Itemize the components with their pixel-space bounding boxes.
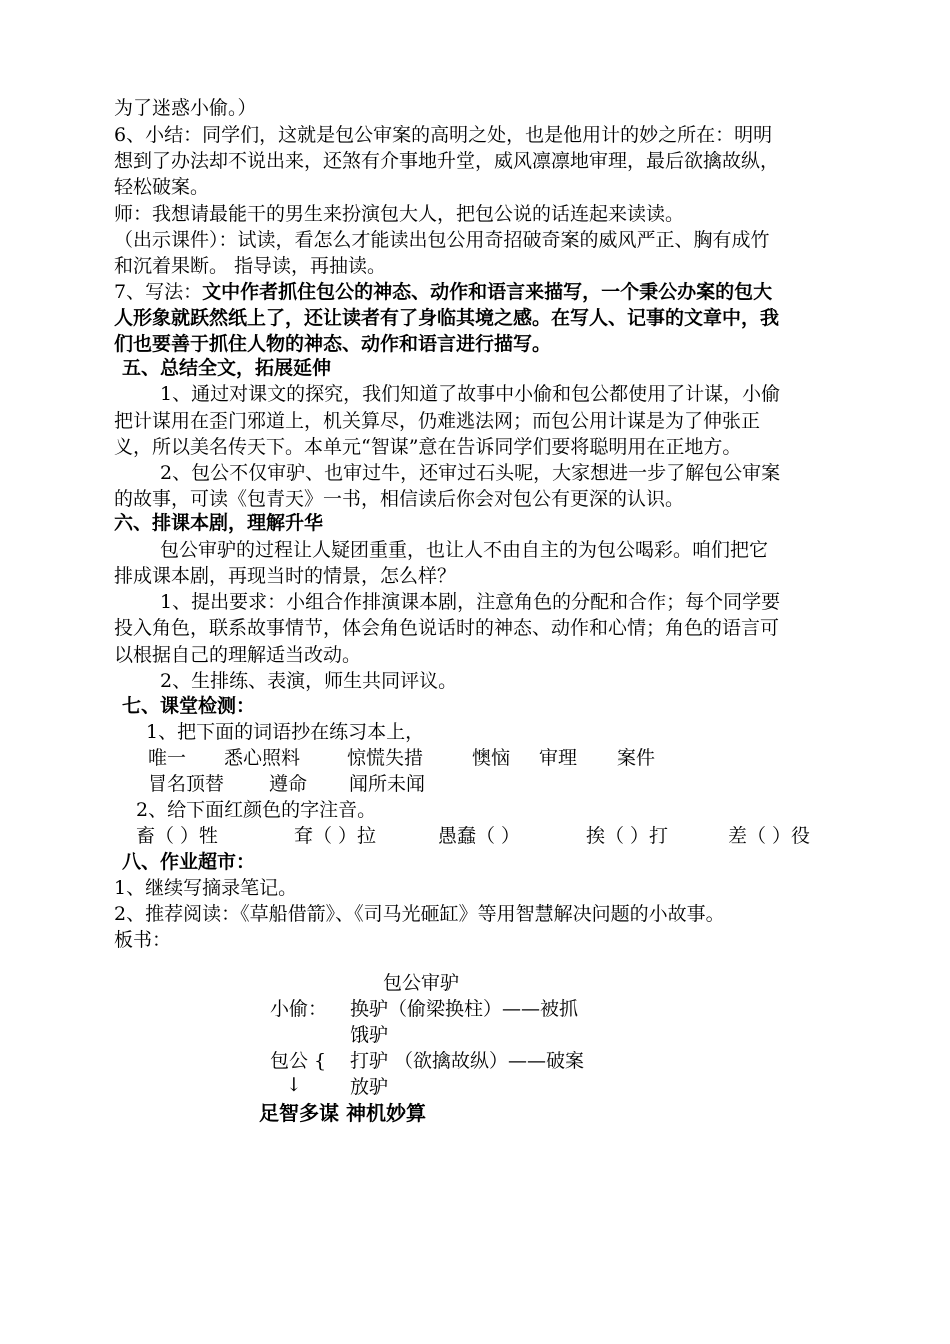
writing-bold-text: 文中作者抓住包公的神态、动作和语言来描写，一个秉公办案的包大 bbox=[202, 281, 773, 303]
text-line: 2、给下面红颜色的字注音。 bbox=[136, 799, 377, 821]
word-item: 悉心照料 bbox=[224, 747, 301, 769]
text-line: 1、通过对课文的探究，我们知道了故事中小偷和包公都使用了计谋，小偷 bbox=[160, 383, 781, 405]
text-line: 包公审驴的过程让人疑团重重，也让人不由自主的为包公喝彩。咱们把它 bbox=[160, 539, 769, 561]
text-line: 6、小结：同学们，这就是包公审案的高明之处，也是他用计的妙之所在：明明 bbox=[114, 124, 773, 146]
text-line: （出示课件）：试读，看怎么才能读出包公用奇招破奇案的威风严正、胸有成竹 bbox=[114, 229, 770, 251]
word-item: 惊慌失措 bbox=[347, 747, 424, 769]
board-baogong-label: 包公 { bbox=[270, 1050, 327, 1072]
board-thief-label: 小偷： bbox=[270, 998, 328, 1020]
pinyin-item: 耷（ ）拉 bbox=[294, 825, 377, 847]
section-heading: 五、总结全文，拓展延伸 bbox=[122, 357, 332, 379]
text-line: 板书： bbox=[114, 929, 172, 951]
text-line: 1、提出要求：小组合作排演课本剧，注意角色的分配和合作；每个同学要 bbox=[160, 591, 781, 613]
word-item: 唯一 bbox=[148, 747, 187, 769]
text-line: 们也要善于抓住人物的神态、动作和语言进行描写。 bbox=[114, 333, 552, 355]
pinyin-item: 畜（ ）牲 bbox=[136, 825, 219, 847]
pinyin-item: 差（ ）役 bbox=[728, 825, 811, 847]
text-line: 把计谋用在歪门邪道上，机关算尽，仍难逃法网；而包公用计谋是为了伸张正 bbox=[114, 410, 761, 432]
section-heading: 七、课堂检测： bbox=[122, 695, 256, 717]
word-item: 懊恼 bbox=[472, 747, 511, 769]
text-line: 1、继续写摘录笔记。 bbox=[114, 877, 298, 899]
board-hit-line: 打驴 （欲擒故纵）——破案 bbox=[350, 1050, 585, 1072]
text-line: 2、包公不仅审驴、也审过牛，还审过石头呢，大家想进一步了解包公审案 bbox=[160, 462, 781, 484]
text-line: 想到了办法却不说出来，还煞有介事地升堂，威风凛凛地审理，最后欲擒故纵， bbox=[114, 150, 780, 172]
text-line: 义，所以美名传天下。本单元“智谋”意在告诉同学们要将聪明用在正地方。 bbox=[114, 436, 742, 458]
text-line: 投入角色，联系故事情节，体会角色说话时的神态、动作和心情；角色的语言可 bbox=[114, 617, 780, 639]
board-release: 放驴 bbox=[350, 1076, 389, 1098]
text-line: 人形象就跃然纸上了，还让读者有了身临其境之感。在写人、记事的文章中，我 bbox=[114, 307, 780, 329]
pinyin-item: 愚蠢（ ） bbox=[438, 825, 521, 847]
text-line bbox=[114, 280, 864, 305]
word-item: 冒名顶替 bbox=[148, 773, 225, 795]
arrow-down-icon: ↓ bbox=[286, 1074, 302, 1096]
text-line: 2、生排练、表演，师生共同评议。 bbox=[160, 670, 458, 692]
board-title: 包公审驴 bbox=[383, 972, 460, 994]
word-item: 案件 bbox=[617, 747, 656, 769]
writing-label: 7、写法： bbox=[114, 281, 203, 303]
text-line: 排成课本剧，再现当时的情景，怎么样？ bbox=[114, 565, 457, 587]
text-line: 为了迷惑小偷。） bbox=[114, 97, 257, 119]
text-line: 2、推荐阅读：《草船借箭》、《司马光砸缸》等用智慧解决问题的小故事。 bbox=[114, 903, 725, 925]
word-item: 遵命 bbox=[269, 773, 308, 795]
text-line: 以根据自己的理解适当改动。 bbox=[114, 644, 362, 666]
word-item: 闻所未闻 bbox=[349, 773, 426, 795]
text-line: 师：我想请最能干的男生来扮演包大人，把包公说的话连起来读读。 bbox=[114, 203, 685, 225]
word-item: 审理 bbox=[539, 747, 578, 769]
board-hungry: 饿驴 bbox=[350, 1024, 389, 1046]
text-line: 1、把下面的词语抄在练习本上， bbox=[146, 721, 425, 743]
board-summary: 足智多谋 神机妙算 bbox=[259, 1101, 426, 1125]
pinyin-item: 挨（ ）打 bbox=[586, 825, 669, 847]
text-line: 和沉着果断。 指导读，再抽读。 bbox=[114, 255, 387, 277]
section-heading: 六、排课本剧，理解升华 bbox=[114, 512, 324, 534]
board-thief-line: 换驴（偷梁换柱）——被抓 bbox=[350, 998, 579, 1020]
text-line: 的故事，可读《包青天》一书，相信读后你会对包公有更深的认识。 bbox=[114, 488, 685, 510]
section-heading: 八、作业超市： bbox=[122, 851, 256, 873]
text-line: 轻松破案。 bbox=[114, 176, 210, 198]
